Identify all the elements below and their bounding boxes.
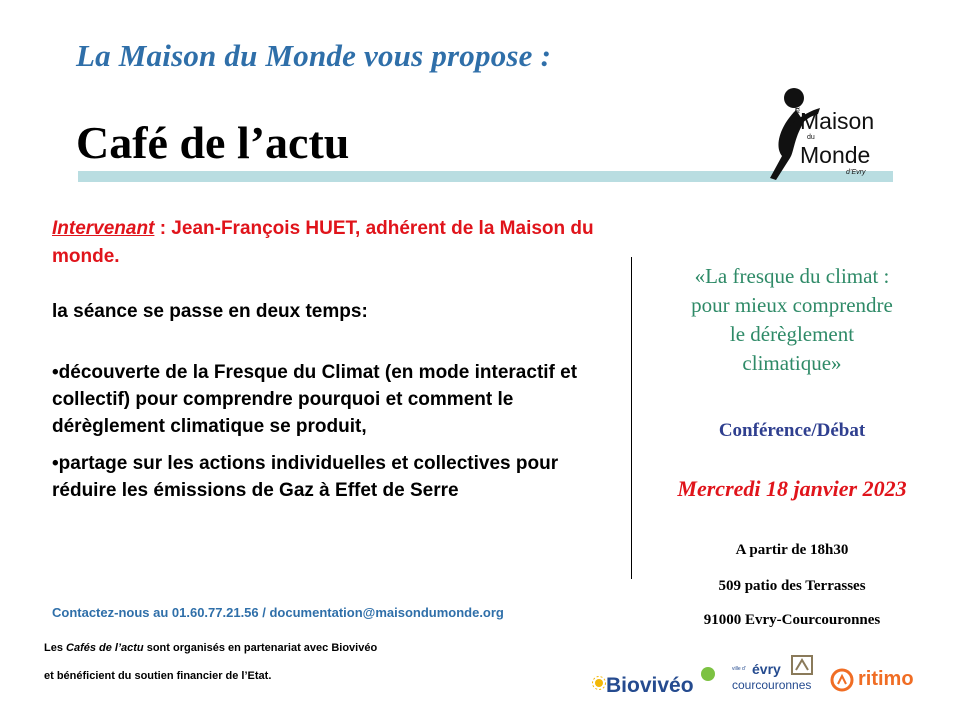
bioviveo-logo [590, 660, 718, 700]
bullet-sharing: •partage sur les actions individuelles et collectives pour réduire les émissions de Gaz à Effet de Serre [52, 453, 559, 501]
event-time: A partir de 18h30 [735, 542, 849, 558]
maison-du-monde-logo [760, 86, 875, 182]
footer-line-1-post: sont organisés en partenariat avec Biovivéo [143, 642, 378, 654]
logo-maison: Maison [800, 108, 875, 134]
leaf-badge-icon [700, 666, 716, 682]
header-line: La Maison du Monde vous propose : [76, 38, 552, 73]
logo-du: du [807, 134, 815, 141]
footer-line-1-em: Cafés de l’actu [66, 642, 144, 654]
logo-monde [800, 142, 870, 169]
topic-line-2: pour mieux comprendre [691, 293, 893, 317]
session-intro: la séance se passe en deux temps: [52, 301, 368, 322]
courcouronnes-name: courcouronnes [732, 678, 812, 692]
logo-la: la [792, 107, 802, 114]
speaker-label: Intervenant [52, 218, 155, 239]
footer-line-2: et bénéficient du soutien financier de l’Etat. [44, 670, 272, 682]
contact-line: Contactez-nous au 01.60.77.21.56 / documentation@maisondumonde.org [52, 605, 504, 620]
logo-devry: d’Evry [846, 169, 866, 176]
details-column [52, 215, 622, 504]
topic-line-3: le dérèglement [729, 322, 855, 346]
footer-line-1-pre: Les [44, 642, 67, 654]
bioviveo-name: Biovivéo [606, 674, 694, 697]
column-divider [631, 257, 632, 579]
ritimo-mark-icon [830, 668, 854, 692]
page-title: Café de l’actu [76, 117, 350, 168]
evry-small: ville d’ [732, 666, 746, 672]
speaker-line [52, 215, 622, 271]
evry-courcouronnes-logo [730, 660, 816, 700]
topic-title [642, 262, 942, 378]
event-date: Mercredi 18 janvier 2023 [677, 476, 907, 501]
footer-line-1 [44, 642, 377, 654]
bullet-discovery: •découverte de la Fresque du Climat (en mode interactif et collectif) pour comprendre pourquoi et comment le dérèglement climatique se produit, [52, 362, 578, 437]
logo-onde: onde [819, 142, 871, 168]
crest-icon [790, 654, 814, 676]
event-address-2: 91000 Evry-Courcouronnes [703, 612, 881, 628]
evry-name: évry [752, 661, 781, 677]
topic-line-4: climatique» [742, 351, 842, 375]
speaker-text: : Jean-François HUET, adhérent de la Maison du monde. [52, 218, 594, 267]
topic-line-1: «La fresque du climat : [694, 264, 890, 288]
event-type: Conférence/Débat [718, 420, 866, 441]
event-address-1: 509 patio des Terrasses [718, 578, 866, 594]
logo-m: M [800, 142, 820, 168]
sun-icon [592, 676, 606, 690]
ritimo-name: ritimo [858, 668, 914, 690]
ritimo-logo [828, 660, 928, 700]
